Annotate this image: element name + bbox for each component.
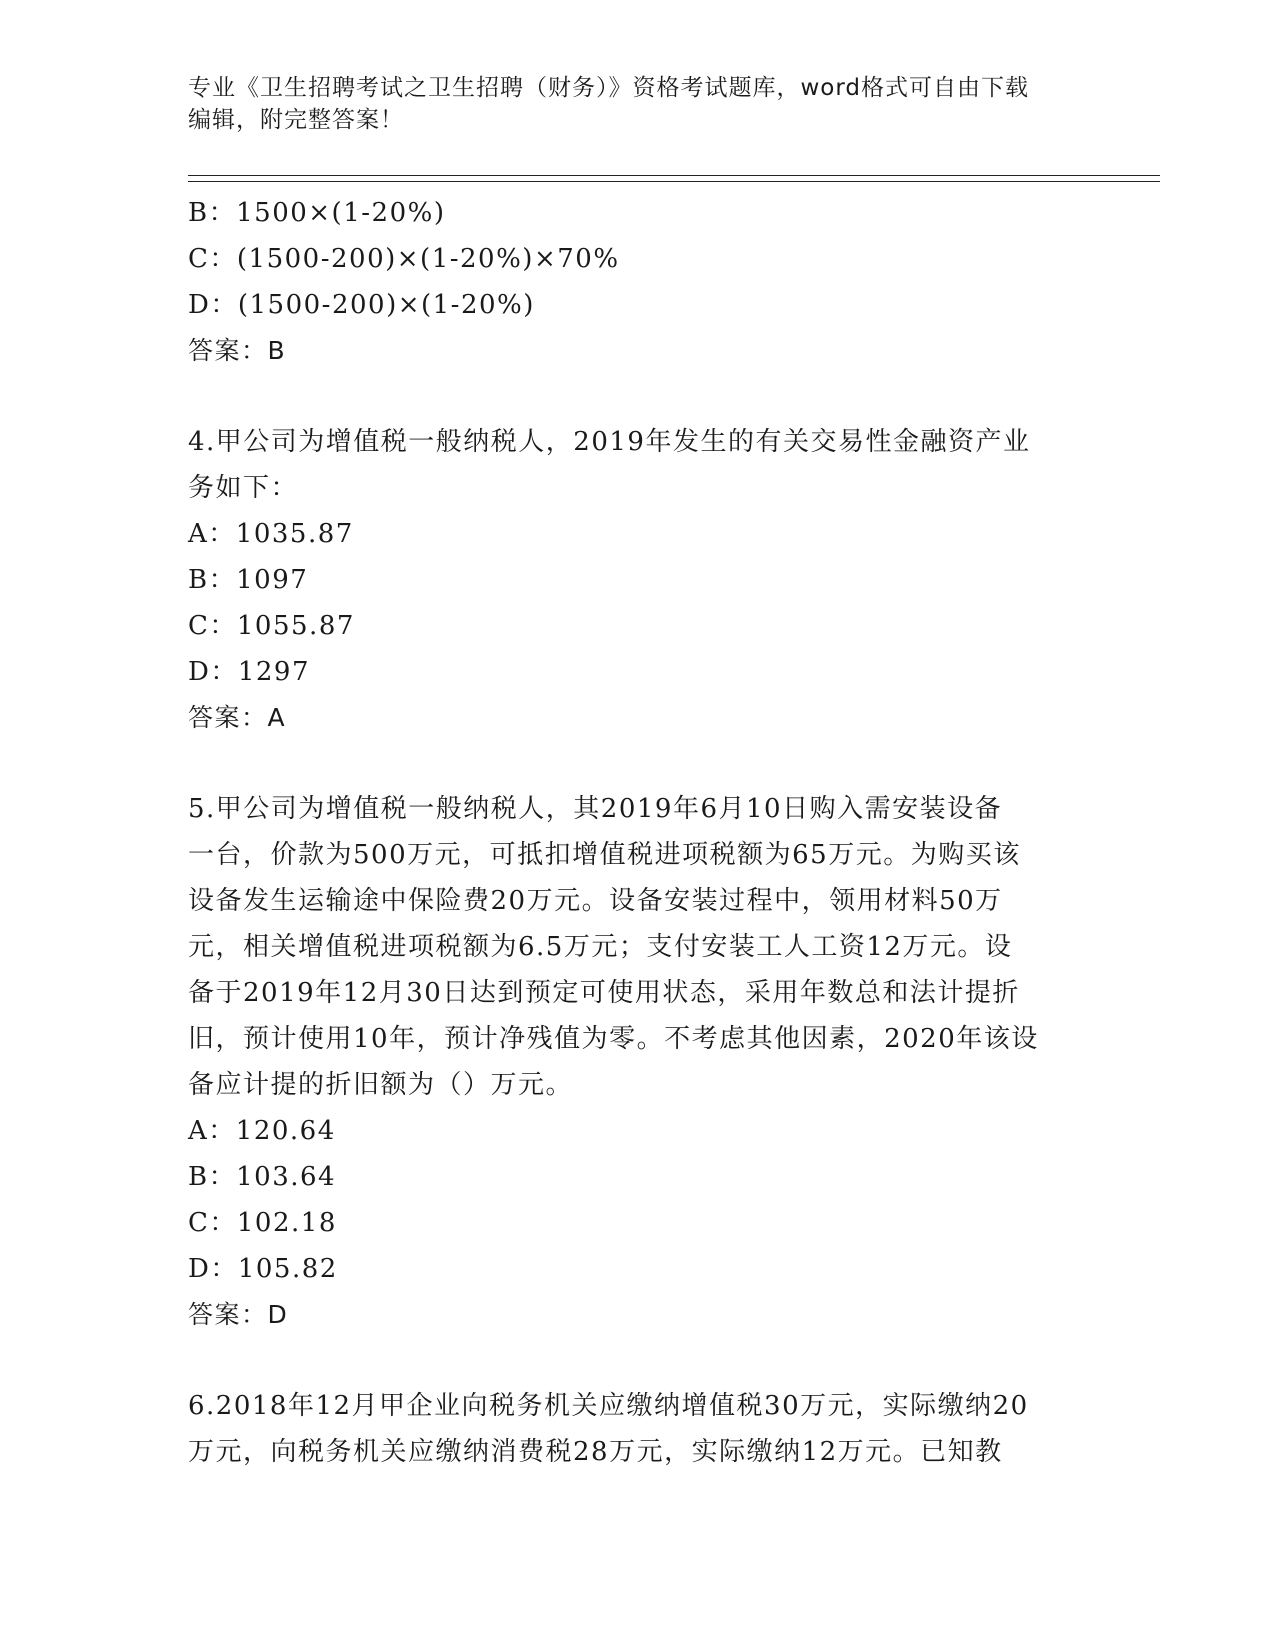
question-stem-line: 设备发生运输途中保险费20万元。设备安装过程中，领用材料50万 — [188, 886, 1003, 916]
option-d: D：105.82 — [188, 1254, 338, 1284]
question-stem-line: 一台，价款为500万元，可抵扣增值税进项税额为65万元。为购买该 — [188, 840, 1021, 870]
option-b: B：1500×(1-20%) — [188, 198, 446, 228]
option-d: D：(1500-200)×(1-20%) — [188, 290, 535, 320]
header-divider-top — [188, 175, 1160, 176]
option-a: A：1035.87 — [188, 519, 354, 549]
question-stem-line: 5.甲公司为增值税一般纳税人，其2019年6月10日购入需安装设备 — [188, 794, 1003, 824]
header-line-2: 编辑，附完整答案！ — [188, 107, 404, 133]
option-c: C：(1500-200)×(1-20%)×70% — [188, 244, 620, 274]
option-b: B：103.64 — [188, 1162, 337, 1192]
option-c: C：1055.87 — [188, 611, 355, 641]
question-stem-line: 4.甲公司为增值税一般纳税人，2019年发生的有关交易性金融资产业 — [188, 427, 1031, 457]
spacer — [188, 1338, 1088, 1383]
question-stem-line: 6.2018年12月甲企业向税务机关应缴纳增值税30万元，实际缴纳20 — [188, 1391, 1029, 1421]
header-divider-bottom — [188, 181, 1160, 182]
question-stem-line: 旧，预计使用10年，预计净残值为零。不考虑其他因素，2020年该设 — [188, 1024, 1039, 1054]
spacer — [188, 374, 1088, 419]
question-5 — [188, 786, 1088, 1338]
option-d: D：1297 — [188, 657, 311, 687]
question-6 — [188, 1383, 1088, 1475]
question-stem-line: 万元，向税务机关应缴纳消费税28万元，实际缴纳12万元。已知教 — [188, 1437, 1003, 1467]
question-4 — [188, 419, 1088, 741]
option-b: B：1097 — [188, 565, 309, 595]
question-content — [188, 190, 1088, 1475]
option-a: A：120.64 — [188, 1116, 336, 1146]
answer: 答案：D — [188, 1300, 289, 1329]
question-stem-line: 备应计提的折旧额为（）万元。 — [188, 1070, 574, 1100]
question-stem-line: 务如下： — [188, 473, 299, 503]
question-stem-line: 元，相关增值税进项税额为6.5万元；支付安装工人工资12万元。设 — [188, 932, 1013, 962]
answer: 答案：B — [188, 336, 287, 365]
document-header — [188, 72, 1088, 136]
header-line-1: 专业《卫生招聘考试之卫生招聘（财务）》资格考试题库，word格式可自由下载 — [188, 75, 1030, 101]
question-3 — [188, 190, 1088, 374]
spacer — [188, 741, 1088, 786]
answer: 答案：A — [188, 703, 287, 732]
option-c: C：102.18 — [188, 1208, 337, 1238]
question-stem-line: 备于2019年12月30日达到预定可使用状态，采用年数总和法计提折 — [188, 978, 1020, 1008]
